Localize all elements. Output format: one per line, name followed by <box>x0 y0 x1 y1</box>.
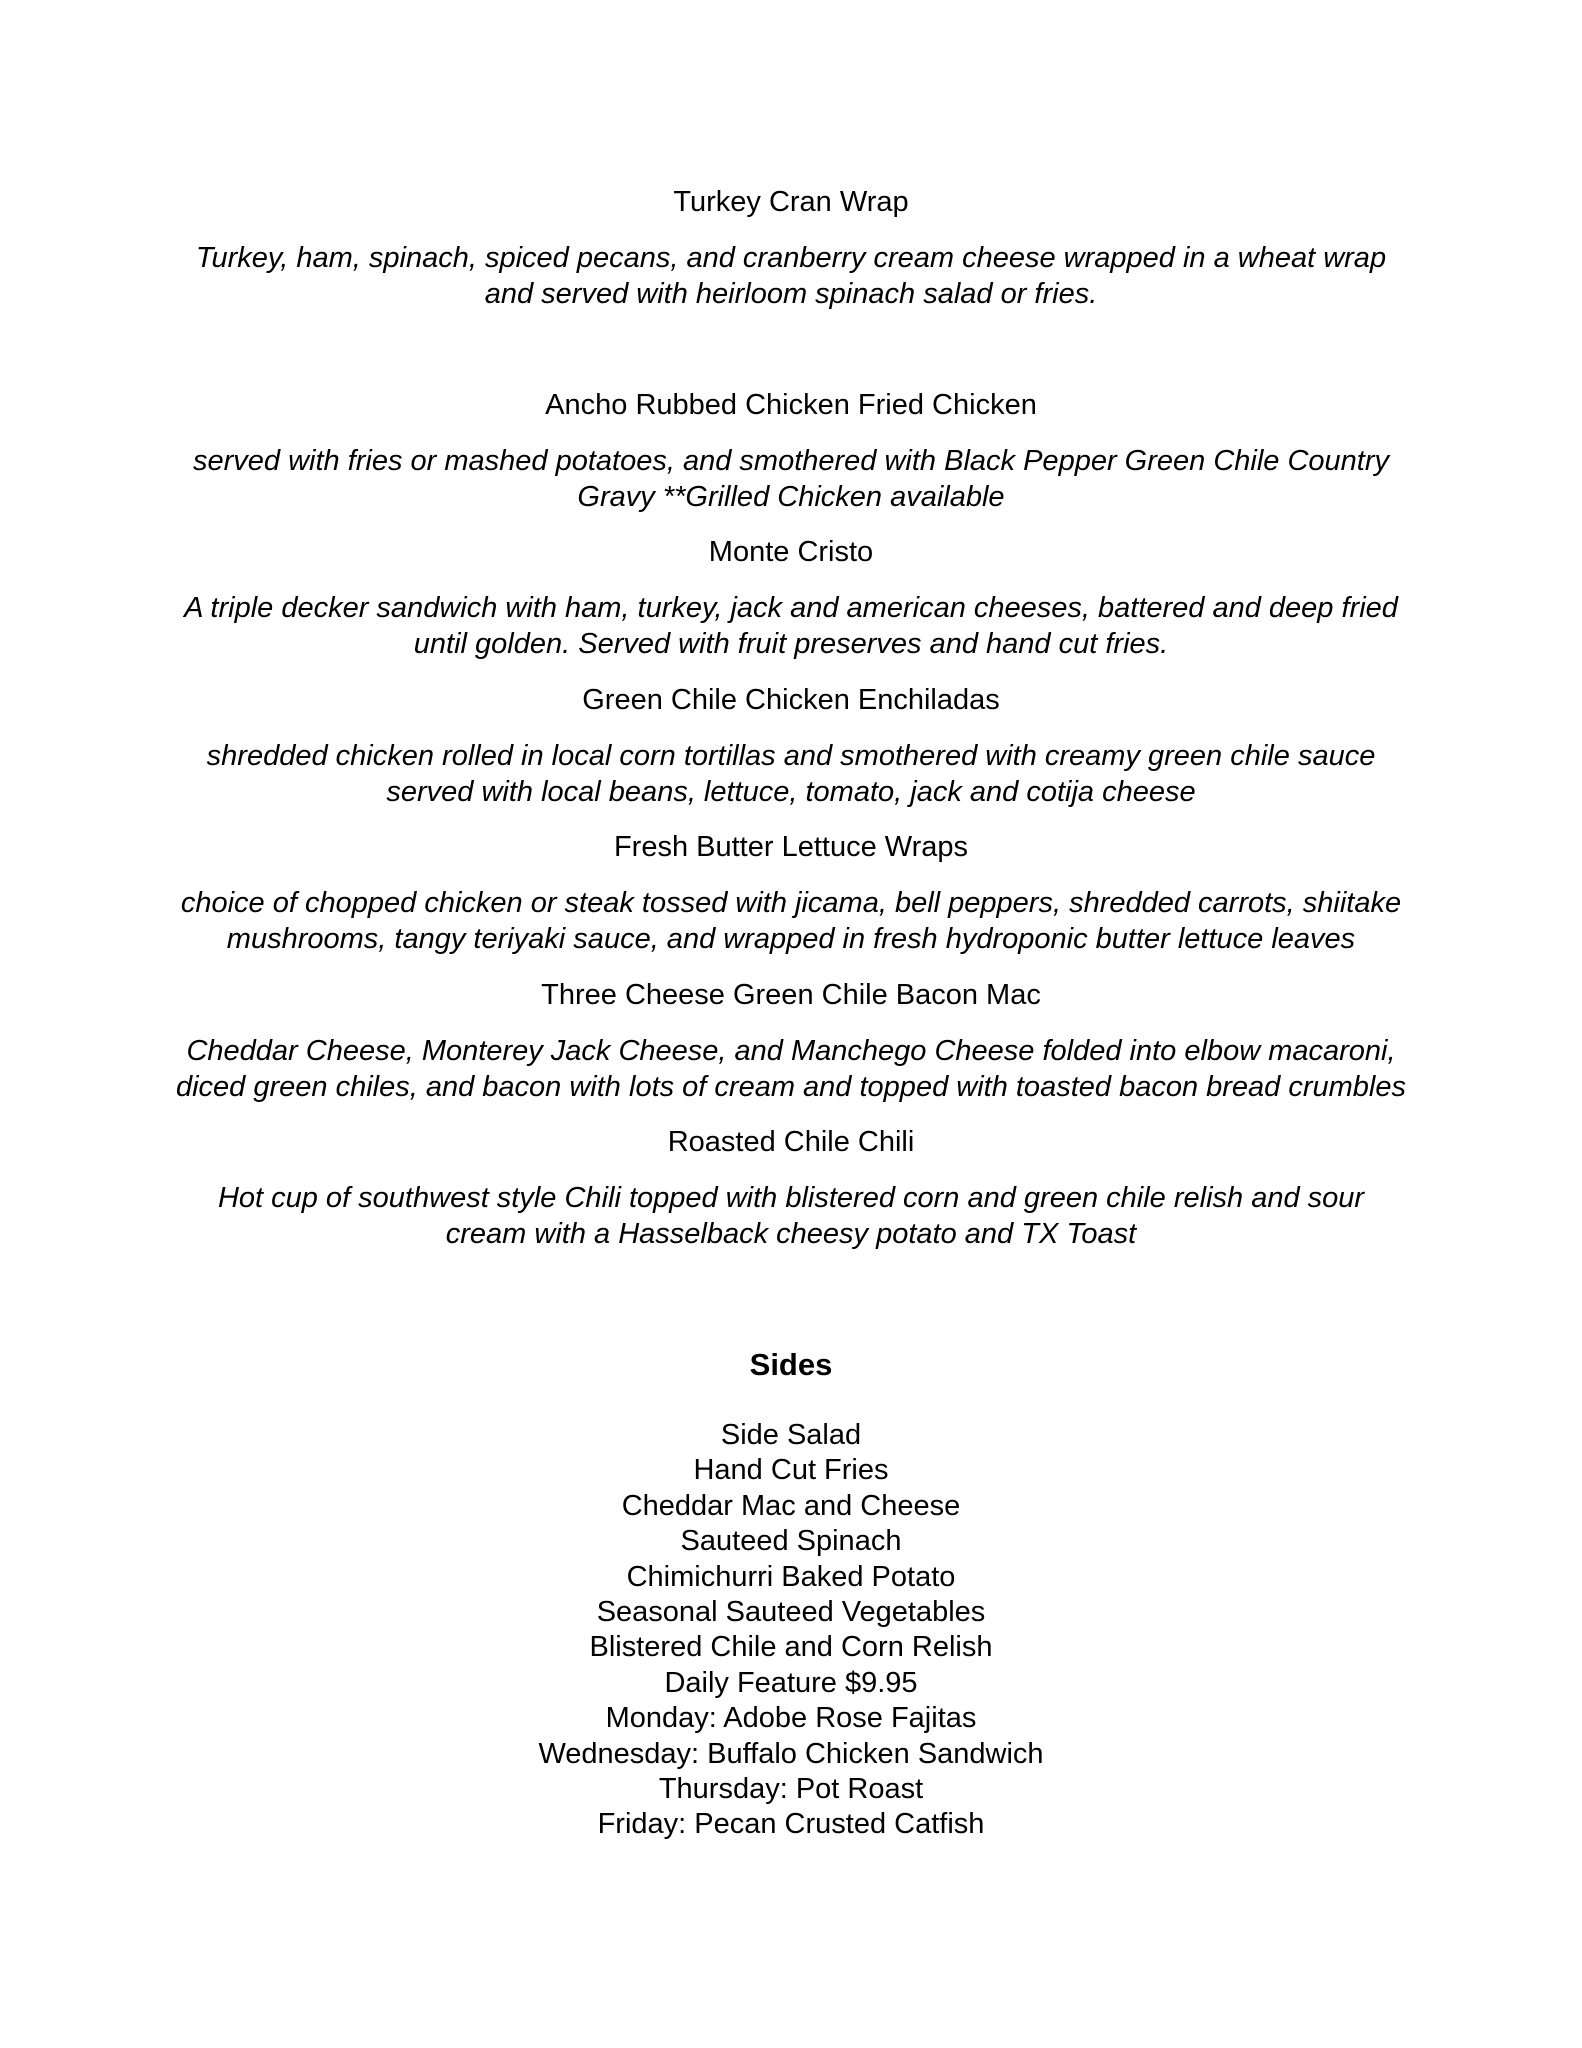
menu-item-description <box>0 240 1582 312</box>
description-line: until golden. Served with fruit preserves and hand cut fries. <box>413 628 1169 660</box>
side-item: Chimichurri Baked Potato <box>626 1560 956 1593</box>
menu-item-title: Monte Cristo <box>708 536 874 568</box>
side-item: Daily Feature $9.95 <box>664 1666 918 1699</box>
menu-item-title: Green Chile Chicken Enchiladas <box>582 684 1000 716</box>
menu-item-description <box>0 590 1582 662</box>
side-item: Cheddar Mac and Cheese <box>621 1489 961 1522</box>
sides-heading: Sides <box>749 1347 833 1382</box>
description-line: served with fries or mashed potatoes, and smothered with Black Pepper Green Chile Country <box>192 445 1390 477</box>
side-item: Side Salad <box>720 1419 862 1451</box>
menu-item-title: Roasted Chile Chili <box>667 1126 915 1158</box>
description-line: mushrooms, tangy teriyaki sauce, and wrapped in fresh hydroponic butter lettuce leaves <box>226 923 1356 955</box>
side-item: Thursday: Pot Roast <box>658 1773 924 1806</box>
side-item: Hand Cut Fries <box>693 1454 889 1487</box>
side-item: Sauteed Spinach <box>680 1525 902 1558</box>
description-line: Gravy **Grilled Chicken available <box>577 481 1005 513</box>
side-item: Friday: Pecan Crusted Catfish <box>597 1808 985 1841</box>
menu-item-description <box>0 1033 1582 1105</box>
description-line: served with local beans, lettuce, tomato, jack and cotija cheese <box>386 776 1196 808</box>
description-line: cream with a Hasselback cheesy potato and TX Toast <box>445 1218 1137 1250</box>
menu-item-description <box>0 885 1582 957</box>
description-line: Turkey, ham, spinach, spiced pecans, and cranberry cream cheese wrapped in a wheat wrap <box>195 242 1387 274</box>
menu-item-title: Three Cheese Green Chile Bacon Mac <box>541 979 1041 1011</box>
description-line: and served with heirloom spinach salad or fries. <box>484 278 1098 310</box>
menu-item-description <box>0 738 1582 810</box>
description-line: Hot cup of southwest style Chili topped with blistered corn and green chile relish and sour <box>217 1182 1365 1214</box>
menu-item-title: Fresh Butter Lettuce Wraps <box>613 831 969 863</box>
description-line: shredded chicken rolled in local corn tortillas and smothered with creamy green chile sauce <box>206 740 1376 772</box>
sides-list <box>0 1418 1582 1843</box>
description-line: choice of chopped chicken or steak tossed with jicama, bell peppers, shredded carrots, shiitake <box>180 887 1402 919</box>
side-item: Monday: Adobe Rose Fajitas <box>605 1702 977 1735</box>
side-item: Seasonal Sauteed Vegetables <box>596 1596 986 1629</box>
description-line: A triple decker sandwich with ham, turkey, jack and american cheeses, battered and deep fried <box>184 592 1398 624</box>
side-item: Wednesday: Buffalo Chicken Sandwich <box>538 1737 1044 1770</box>
menu-item-title: Ancho Rubbed Chicken Fried Chicken <box>545 389 1037 421</box>
menu-item-description <box>0 443 1582 515</box>
description-line: Cheddar Cheese, Monterey Jack Cheese, and Manchego Cheese folded into elbow macaroni, <box>186 1035 1396 1067</box>
description-line: diced green chiles, and bacon with lots of cream and topped with toasted bacon bread crumbles <box>175 1071 1407 1103</box>
menu-item-title: Turkey Cran Wrap <box>673 186 909 218</box>
side-item: Blistered Chile and Corn Relish <box>589 1631 993 1664</box>
menu-item-description <box>0 1180 1582 1252</box>
